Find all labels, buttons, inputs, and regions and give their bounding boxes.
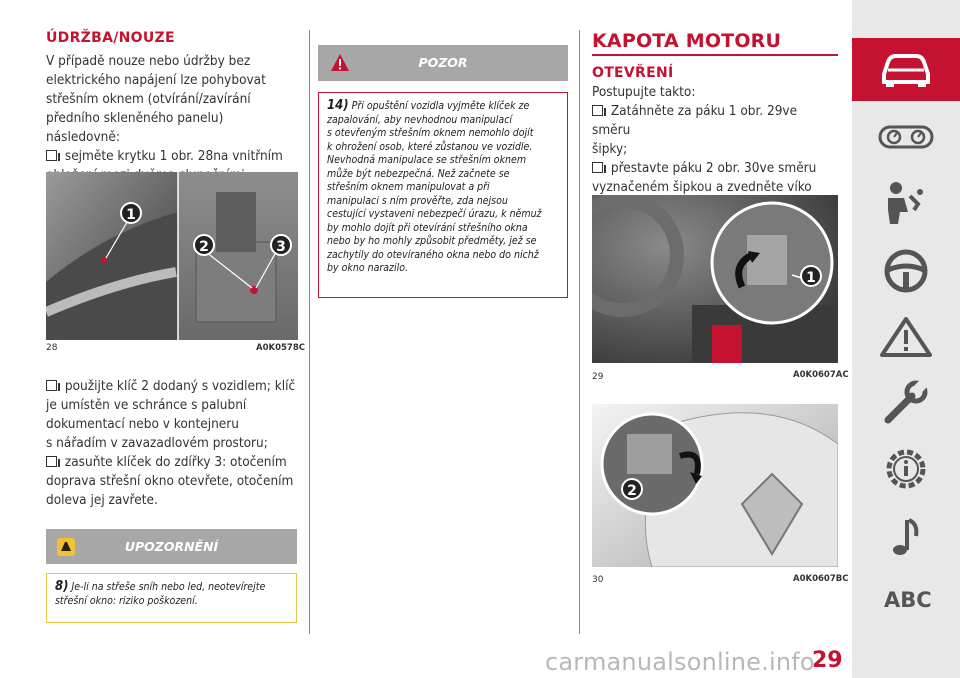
callout-2: 2 (193, 234, 215, 256)
notice-header: UPOZORNĚNÍ (46, 529, 297, 564)
callout-3: 3 (270, 234, 292, 256)
car-icon[interactable] (878, 48, 934, 90)
subheading: OTEVŘENÍ (592, 65, 674, 81)
right-column (592, 30, 838, 216)
notice-body: 8) Je-li na střeše sníh nebo led, neotevírejte střešní okno: riziko poškození. (46, 573, 297, 623)
figure-28-number: 28 (46, 343, 58, 353)
warning-body: 14) Při opuštění vozidla vyjměte klíček ze zapalování, aby nevhodnou manipulací s otevřeným střešním oknem nemohlo dojít k ohrožení osob, které zůstanou ve vozidle. Nevhodná manipulace se střešním oknem může být nebezpečná. Než začnete se střešním oknem manipulovat a při manipulaci s ním prověřte, zda nejsou cestující vystaveni nebezpečí úrazu, k němuž by mohlo dojít při otevírání střešního okna nebo by ho mohly způsobit předměty, jež se zachytily do otevíraného okna nebo do nichž by okno narazilo. (318, 92, 568, 298)
bullet-icon (46, 456, 57, 467)
procedure-text: Postupujte takto: Zatáhněte za páku 1 obr. 29ve směru šipky; přestavte páku 2 obr. 30ve směru vyznačeném šipkou a zvedněte víko (592, 83, 838, 216)
section-heading: ÚDRŽBA/NOUZE (46, 30, 175, 46)
bullet-item: použijte klíč 2 dodaný s vozidlem; klíč (46, 377, 306, 396)
section-title: KAPOTA MOTORU (592, 30, 782, 52)
bullet-icon (592, 162, 603, 173)
figure-28-code: A0K0578C (256, 343, 305, 353)
seatbelt-person-icon[interactable] (878, 180, 934, 226)
callout-1: 1 (800, 265, 822, 287)
figure-30-code: A0K0607BC (793, 574, 849, 584)
bullet-icon (46, 150, 57, 161)
steering-wheel-icon[interactable] (878, 248, 934, 294)
bullet-item: zasuňte klíček do zdířky 3: otočením (46, 453, 306, 472)
bullet-block-2: použijte klíč 2 dodaný s vozidlem; klíč je umístěn ve schránce s palubní dokumentací nebo v kontejneru s nářadím v zavazadlovém prostoru; zasuňte klíček do zdířky 3: otočením doprava střešní okno otevřete, otočením doleva jej zavřete. (46, 377, 306, 510)
figure-29-number: 29 (592, 372, 604, 382)
column-divider-2 (579, 30, 580, 634)
abc-index-label[interactable]: ABC (884, 588, 932, 612)
music-note-icon[interactable] (878, 516, 934, 558)
figure-28 (46, 172, 298, 340)
column-divider-1 (309, 30, 310, 634)
intro-paragraph: V případě nouze nebo údržby bez elektrického napájení lze pohybovat střešním oknem (otvírání/zavírání předního skleněného panelu) následovně: sejměte krytku 1 obr. 28na vnitřním (46, 52, 298, 204)
bullet-item: Zatáhněte za páku 1 obr. 29ve směru (592, 103, 798, 138)
dashboard-gauges-icon[interactable] (878, 124, 934, 150)
gear-info-icon[interactable] (878, 446, 934, 492)
warning-triangle-icon[interactable] (878, 316, 934, 358)
figure-30-number: 30 (592, 575, 604, 585)
figure-29 (592, 195, 838, 363)
bullet-icon (46, 380, 57, 391)
bullet-item: přestavte páku 2 obr. 30ve směru (592, 159, 838, 178)
warning-icon (330, 53, 350, 73)
title-underline (592, 54, 838, 56)
warning-header: POZOR (318, 45, 568, 81)
page-number: 29 (812, 648, 843, 673)
wrench-icon[interactable] (878, 380, 934, 426)
watermark: carmanualsonline.info (545, 648, 815, 676)
figure-28-image (46, 172, 298, 340)
bullet-icon (592, 105, 603, 116)
figure-29-code: A0K0607AC (793, 370, 849, 380)
hand-warning-icon (56, 537, 76, 557)
callout-1: 1 (120, 202, 142, 224)
callout-2: 2 (621, 478, 643, 500)
figure-30 (592, 404, 838, 567)
bullet-item: sejměte krytku 1 obr. 28na vnitřním (46, 147, 298, 166)
